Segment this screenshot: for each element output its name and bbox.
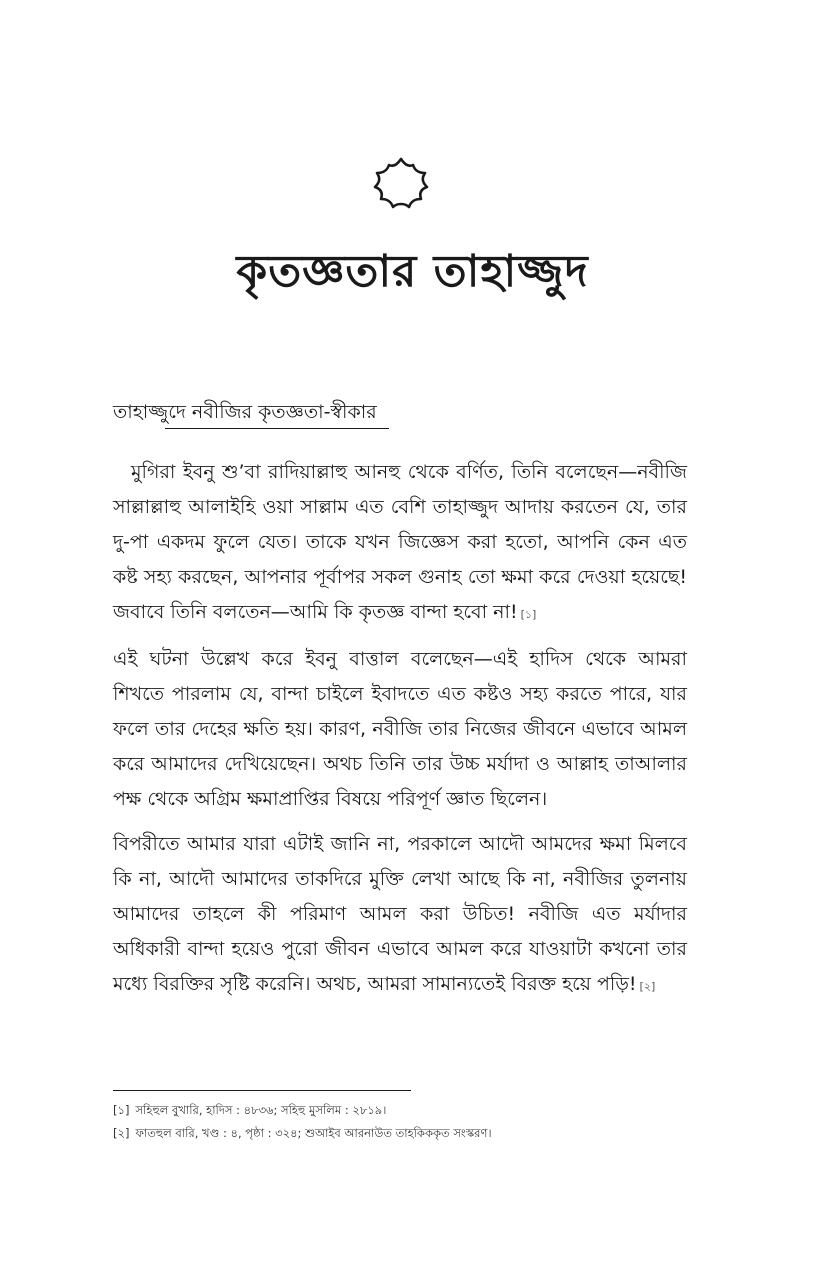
paragraph-2-text: এই ঘটনা উল্লেখ করে ইবনু বাত্তাল বলেছেন—এই হাদিস থেকে আমরা শিখতে পারলাম যে, বান্দা চাইলে ইবাদতে এত কষ্টও সহ্য করতে পারে, যার ফলে তার দেহের ক্ষতি হয়। কারণ, নবীজি তার নিজের জীবনে এভাবে আমল করে আমাদের দেখিয়েছেন। অথচ তিনি তার উচ্চ মর্যাদা ও আল্লাহ তাআলার পক্ষ থেকে অগ্রিম ক্ষমাপ্রাপ্তির বিষয়ে পরিপূর্ণ জ্ঞাত ছিলেন। <box>113 648 687 810</box>
footnote-1 <box>113 1099 713 1122</box>
footnote-ref-2[interactable]: [২] <box>639 980 656 993</box>
section-heading-underline <box>165 428 389 429</box>
chapter-title: কৃতজ্ঞতার তাহাজ্জুদ <box>236 246 589 297</box>
flower-ornament-icon <box>369 153 433 217</box>
footnotes <box>113 1099 713 1145</box>
footnote-divider <box>113 1090 411 1091</box>
paragraph-3-text: বিপরীতে আমার যারা এটাই জানি না, পরকালে আদৌ আমদের ক্ষমা মিলবে কি না, আদৌ আমাদের তাকদিরে মুক্তি লেখা আছে কি না, নবীজির তুলনায় আমাদের তাহলে কী পরিমাণ আমল করা উচিত! নবীজি এত মর্যাদার অধিকারী বান্দা হয়েও পুরো জীবন এভাবে আমল করে যাওয়াটা কখনো তার মধ্যে বিরক্তির সৃষ্টি করেনি। অথচ, আমরা সামান্যতেই বিরক্ত হয়ে পড়ি! <box>113 833 687 995</box>
footnote-1-text: সহিহুল বুখারি, হাদিস : ৪৮৩৬; সহিহু মুসলিম : ২৮১৯। <box>135 1103 387 1117</box>
paragraph-1 <box>113 455 687 632</box>
body-text <box>113 455 687 1014</box>
footnote-ref-1[interactable]: [১] <box>520 608 537 621</box>
footnote-2-number: [২] <box>113 1126 130 1140</box>
paragraph-3 <box>113 827 687 1004</box>
footnote-2-text: ফাতহুল বারি, খণ্ড : ৪, পৃষ্ঠা : ৩২৪; শুআইব আরনাউত তাহকিককৃত সংস্করণ। <box>135 1126 492 1140</box>
footnote-1-number: [১] <box>113 1103 130 1117</box>
paragraph-1-text: মুগিরা ইবনু শু’বা রাদিয়াল্লাহু আনহু থেকে বর্ণিত, তিনি বলেছেন—নবীজি সাল্লাল্লাহু আলাইহি ওয়া সাল্লাম এত বেশি তাহাজ্জুদ আদায় করতেন যে, তার দু-পা একদম ফুলে যেত। তাকে যখন জিজ্ঞেস করা হতো, আপনি কেন এত কষ্ট সহ্য করছেন, আপনার পূর্বাপর সকল গুনাহ তো ক্ষমা করে দেওয়া হয়েছে! জবাবে তিনি বলতেন—আমি কি কৃতজ্ঞ বান্দা হবো না! <box>113 461 687 623</box>
paragraph-2 <box>113 642 687 817</box>
footnote-2 <box>113 1122 713 1145</box>
section-heading: তাহাজ্জুদে নবীজির কৃতজ্ঞতা-স্বীকার <box>113 401 377 423</box>
